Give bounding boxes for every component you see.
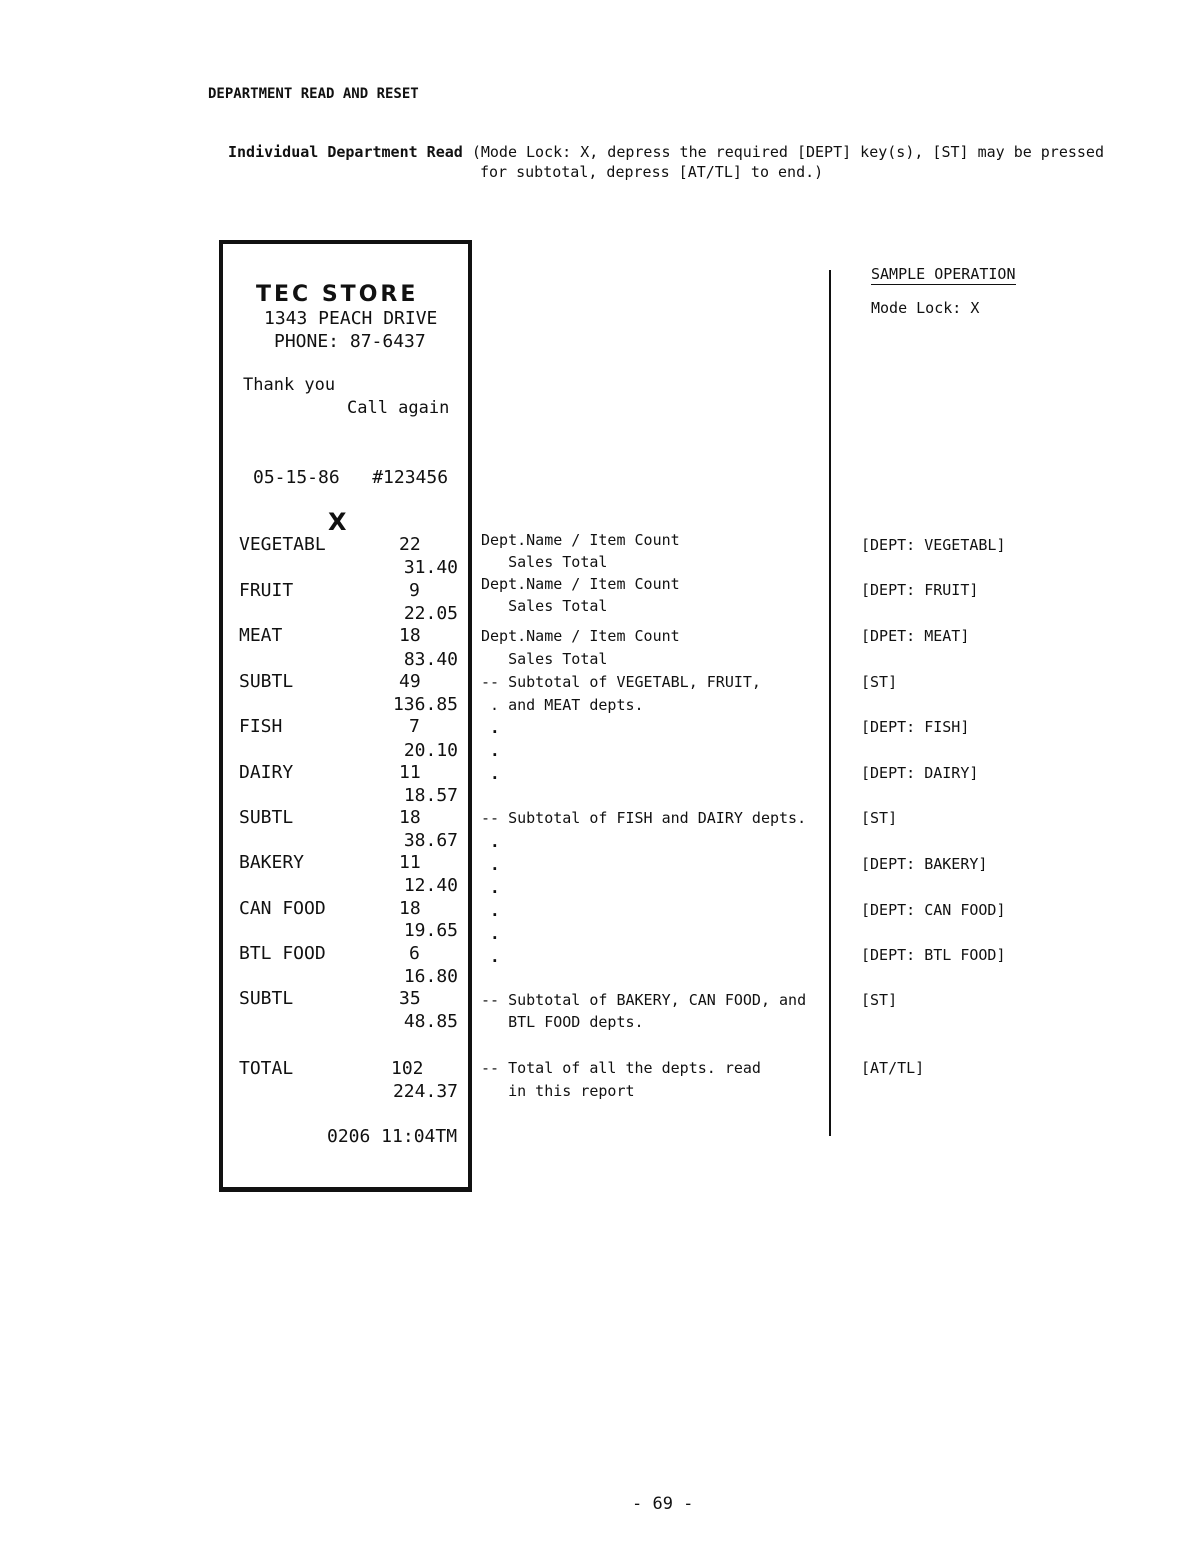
receipt-row-count: 9 — [409, 580, 420, 601]
receipt-footer: 0206 11:04TM — [327, 1126, 458, 1147]
receipt-row-count: 49 — [399, 671, 421, 692]
continuation-dot: . — [490, 947, 500, 966]
continuation-dot: . — [490, 741, 500, 760]
note-text: Dept.Name / Item Count — [481, 531, 680, 549]
key-operation: [ST] — [861, 991, 898, 1009]
sample-operation-title: SAMPLE OPERATION — [871, 265, 1016, 283]
receipt-row-amount: 12.40 — [403, 875, 458, 896]
column-divider — [829, 270, 831, 1136]
note-text: in this report — [481, 1082, 635, 1100]
receipt-date-number: 05-15-86 #123456 — [253, 467, 449, 488]
receipt-row-count: 11 — [399, 762, 421, 783]
intro-bold-title: Individual Department Read — [228, 143, 463, 161]
receipt-address: 1343 PEACH DRIVE — [264, 308, 438, 329]
key-operation: [DEPT: CAN FOOD] — [861, 901, 1006, 919]
receipt-row-count: 7 — [409, 716, 420, 737]
receipt-call-again: Call again — [347, 398, 450, 418]
section-heading: DEPARTMENT READ AND RESET — [208, 86, 419, 102]
continuation-dot: . — [490, 901, 500, 920]
continuation-dot: . — [490, 764, 500, 783]
receipt-row-count: 18 — [399, 807, 421, 828]
receipt-total-amount: 224.37 — [392, 1081, 458, 1102]
continuation-dot: . — [490, 718, 500, 737]
receipt-row-label: BAKERY — [239, 852, 305, 873]
receipt-row-count: 22 — [399, 534, 421, 555]
intro-text-1: (Mode Lock: X, depress the required [DEPT] key(s), [ST] may be pressed — [462, 143, 1104, 161]
receipt-row-amount: 83.40 — [403, 649, 458, 670]
receipt-row-count: 18 — [399, 898, 421, 919]
receipt-row-label: SUBTL — [239, 807, 294, 828]
receipt-row-count: 11 — [399, 852, 421, 873]
receipt-row-count: 35 — [399, 988, 421, 1009]
note-text: Dept.Name / Item Count — [481, 627, 680, 645]
receipt-row-amount: 18.57 — [403, 785, 458, 806]
intro-line-2: for subtotal, depress [AT/TL] to end.) — [480, 163, 824, 181]
note-text: BTL FOOD depts. — [481, 1013, 644, 1031]
note-text: -- Subtotal of BAKERY, CAN FOOD, and — [481, 991, 807, 1009]
key-operation: [DEPT: BTL FOOD] — [861, 946, 1006, 964]
note-text: -- Subtotal of FISH and DAIRY depts. — [481, 809, 807, 827]
continuation-dot: . — [490, 832, 500, 851]
receipt-row-label: MEAT — [239, 625, 283, 646]
receipt-row-label: DAIRY — [239, 762, 294, 783]
receipt-row-label: BTL FOOD — [239, 943, 326, 964]
key-operation: [DEPT: BAKERY] — [861, 855, 988, 873]
receipt-row-amount: 20.10 — [403, 740, 458, 761]
receipt-row-count: 6 — [409, 943, 420, 964]
key-operation: [DPET: MEAT] — [861, 627, 970, 645]
receipt-row-amount: 19.65 — [403, 920, 458, 941]
page-number: - 69 - — [632, 1494, 694, 1514]
sample-mode-lock: Mode Lock: X — [871, 299, 980, 317]
receipt-row-amount: 48.85 — [403, 1011, 458, 1032]
note-text: . and MEAT depts. — [481, 696, 644, 714]
key-operation: [DEPT: FISH] — [861, 718, 970, 736]
key-operation: [DEPT: FRUIT] — [861, 581, 979, 599]
key-operation: [ST] — [861, 673, 898, 691]
key-operation: [AT/TL] — [861, 1059, 925, 1077]
receipt-row-label: CAN FOOD — [239, 898, 326, 919]
receipt-row-amount: 38.67 — [403, 830, 458, 851]
note-text: -- Total of all the depts. read — [481, 1059, 761, 1077]
receipt-row-amount: 31.40 — [403, 557, 458, 578]
receipt-store-name: TEC STORE — [256, 282, 419, 307]
key-operation: [DEPT: VEGETABL] — [861, 536, 1006, 554]
receipt-row-amount: 136.85 — [392, 694, 458, 715]
receipt-total-label: TOTAL — [239, 1058, 294, 1079]
continuation-dot: . — [490, 855, 500, 874]
note-text: Sales Total — [481, 597, 608, 615]
receipt-row-label: SUBTL — [239, 988, 294, 1009]
receipt-thanks: Thank you — [243, 375, 336, 395]
receipt-row-label: FISH — [239, 716, 283, 737]
receipt-phone: PHONE: 87-6437 — [274, 331, 426, 352]
intro-line-1 — [228, 141, 1104, 163]
note-text: -- Subtotal of VEGETABL, FRUIT, — [481, 673, 761, 691]
receipt-mode-mark: X — [328, 508, 347, 536]
note-text: Dept.Name / Item Count — [481, 575, 680, 593]
key-operation: [DEPT: DAIRY] — [861, 764, 979, 782]
continuation-dot: . — [490, 924, 500, 943]
receipt-row-amount: 22.05 — [403, 603, 458, 624]
note-text: Sales Total — [481, 650, 608, 668]
receipt-row-label: SUBTL — [239, 671, 294, 692]
note-text: Sales Total — [481, 553, 608, 571]
key-operation: [ST] — [861, 809, 898, 827]
receipt-row-label: VEGETABL — [239, 534, 326, 555]
continuation-dot: . — [490, 878, 500, 897]
receipt-row-count: 18 — [399, 625, 421, 646]
receipt — [219, 240, 472, 1192]
receipt-row-label: FRUIT — [239, 580, 294, 601]
receipt-row-amount: 16.80 — [403, 966, 458, 987]
receipt-total-count: 102 — [391, 1058, 424, 1079]
